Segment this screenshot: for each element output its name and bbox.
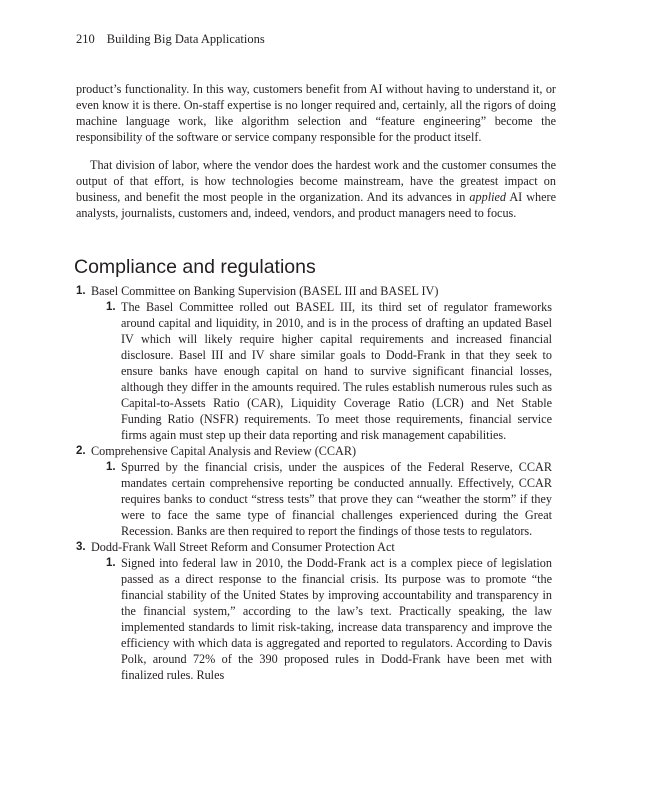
paragraph-text-before: That division of labor, where the vendor does the hardest work and the customer consumes the output of that effort, is how technologies become mainstream, have the greatest impact on business, and benefit the most people in the organization. And its advances in — [76, 158, 556, 204]
paragraph-text-after: AI where analysts, journalists, customers and, indeed, vendors, and product managers need to focus. — [76, 190, 556, 220]
emphasis-applied: applied — [469, 190, 506, 204]
paragraph-text: product’s functionality. In this way, customers benefit from AI without having to understand it, or even know it is there. On-staff expertise is no longer required and, certainly, all the rigors of doing machine language work, like algorithm selection and “feature engineering” become the responsibility of the software or service company responsible for the product itself. — [76, 82, 556, 144]
list-item-basel — [76, 283, 552, 443]
body-paragraph-2 — [76, 157, 556, 221]
sub-list-number: 1. — [106, 557, 116, 569]
sub-list-number: 1. — [106, 301, 116, 313]
list-number: 2. — [76, 445, 86, 457]
list-item-ccar — [76, 443, 552, 539]
sub-list-text: Signed into federal law in 2010, the Dodd-Frank act is a complex piece of legislation passed as a direct response to the financial crisis. Its purpose was to promote “the financial stability of the United States by improving accountability and transparency in the financial system,” according to the law’s text. Practically speaking, the law implemented standards to limit risk-taking, increase data transparency and improve the efficiency with which data is aggregated and reported to regulators. According to Davis Polk, around 72% of the 390 proposed rules in Dodd-Frank have been met with finalized rules. Rules — [121, 556, 552, 682]
paragraph-text — [76, 157, 556, 221]
list-item-title: Comprehensive Capital Analysis and Review (CCAR) — [91, 444, 357, 458]
list-number: 1. — [76, 285, 86, 297]
sub-list-item — [106, 555, 552, 683]
running-head — [76, 31, 265, 47]
sub-list-text: Spurred by the financial crisis, under the auspices of the Federal Reserve, CCAR mandates certain comprehensive reporting be conducted annually. Effectively, CCAR requires banks to conduct “stress tests” that prove they can “weather the storm” if they were to face the same type of financial challenges experienced during the Great Recession. Banks are then required to report the findings of those tests to regulators. — [121, 460, 552, 538]
page-number: 210 — [76, 32, 95, 46]
list-item-dodd-frank — [76, 539, 552, 683]
regulations-list — [76, 283, 552, 683]
section-heading: Compliance and regulations — [74, 256, 316, 278]
sub-list-text: The Basel Committee rolled out BASEL III, its third set of regulator frameworks around capital and liquidity, in 2010, and is in the process of drafting an updated Basel IV which will likely require higher capital requirements and increased financial disclosure. Basel III and IV share similar goals to Dodd-Frank in that they seek to ensure banks have enough capital on hand to survive significant financial losses, although they differ in the amounts required. The rules establish numerous rules such as Capital-to-Assets Ratio (CAR), Liquidity Coverage Ratio (LCR) and Net Stable Funding Ratio (NSFR) requirements. To meet those requirements, financial service firms again must step up their data reporting and risk management capabilities. — [121, 300, 552, 442]
list-item-title: Basel Committee on Banking Supervision (BASEL III and BASEL IV) — [91, 284, 439, 298]
book-title: Building Big Data Applications — [106, 32, 265, 46]
list-number: 3. — [76, 541, 86, 553]
sub-list-item — [106, 459, 552, 539]
body-paragraph-1 — [76, 81, 556, 145]
sub-list-number: 1. — [106, 461, 116, 473]
list-item-title: Dodd-Frank Wall Street Reform and Consumer Protection Act — [91, 540, 395, 554]
sub-list-item — [106, 299, 552, 443]
